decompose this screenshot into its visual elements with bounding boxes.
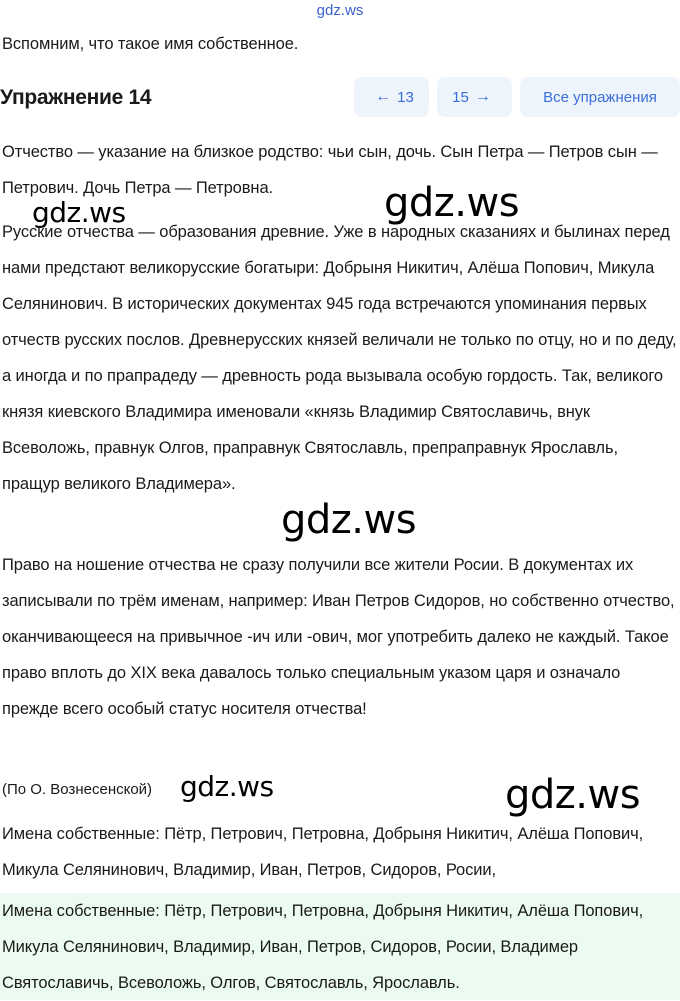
intro-text: Вспомним, что такое имя собственное. <box>2 35 299 53</box>
prev-exercise-button[interactable] <box>354 77 429 117</box>
watermark: gdz.ws <box>32 196 126 229</box>
next-exercise-label: 15 <box>452 88 469 106</box>
next-exercise-button[interactable] <box>437 77 512 117</box>
prev-exercise-label: 13 <box>397 88 414 106</box>
watermark: gdz.ws <box>281 497 417 543</box>
all-exercises-label: Все упражнения <box>543 88 657 106</box>
arrow-left-icon: ← <box>375 88 392 105</box>
watermark: gdz.ws <box>505 772 641 818</box>
answer-text: Имена собственные: Пётр, Петрович, Петровна, Добрыня Никитич, Алёша Попович, Микула Селянинович, Владимир, Иван, Петров, Сидоров, Росии, Владимер Святославичь, Всеволожь, Олгов, Святославль, Ярославль. <box>2 902 644 992</box>
source-citation: (По О. Вознесенской) <box>2 781 153 798</box>
all-exercises-button[interactable] <box>520 77 680 117</box>
watermark: gdz.ws <box>384 180 520 226</box>
arrow-right-icon: → <box>474 88 491 105</box>
paragraph-patronymic-definition: Отчество — указание на близкое родство: чьи сын, дочь. Сын Петра — Петров сын — Петрович. Дочь Петра — Петровна. <box>2 143 658 197</box>
paragraph-right-to-patronymic: Право на ношение отчества не сразу получили все жители Росии. В документах их записывали по трём именам, например: Иван Петров Сидоров, но собственно отчество, оканчивающееся на привычное -ич или -ович, мог употребить далеко не каждый. Такое право вплоть до XIX века давалось только специальным указом царя и означало прежде всего особый статус носителя отчества! <box>2 556 675 718</box>
watermark: gdz.ws <box>180 770 274 803</box>
site-watermark-link[interactable]: gdz.ws <box>316 2 364 19</box>
exercise-title: Упражнение 14 <box>0 86 152 109</box>
paragraph-ancient-patronymics: Русские отчества — образования древние. Уже в народных сказаниях и былинах перед нами предстают великорусские богатыри: Добрыня Никитич, Алёша Попович, Микула Селянинович. В исторических документах 945 года встречаются упоминания первых отчеств русских послов. Древнерусских князей величали не только по отцу, но и по деду, а иногда и по прапрадеду — древность рода вызывала особую гордость. Так, великого князя киевского Владимира именовали «князь Владимир Святославичь, внук Всеволожь, правнук Олгов, праправнук Святославль, препраправнук Ярославль, пращур великого Владимера». <box>2 223 677 493</box>
proper-names-list: Имена собственные: Пётр, Петрович, Петровна, Добрыня Никитич, Алёша Попович, Микула Селянинович, Владимир, Иван, Петров, Сидоров, Росии, <box>2 825 644 879</box>
